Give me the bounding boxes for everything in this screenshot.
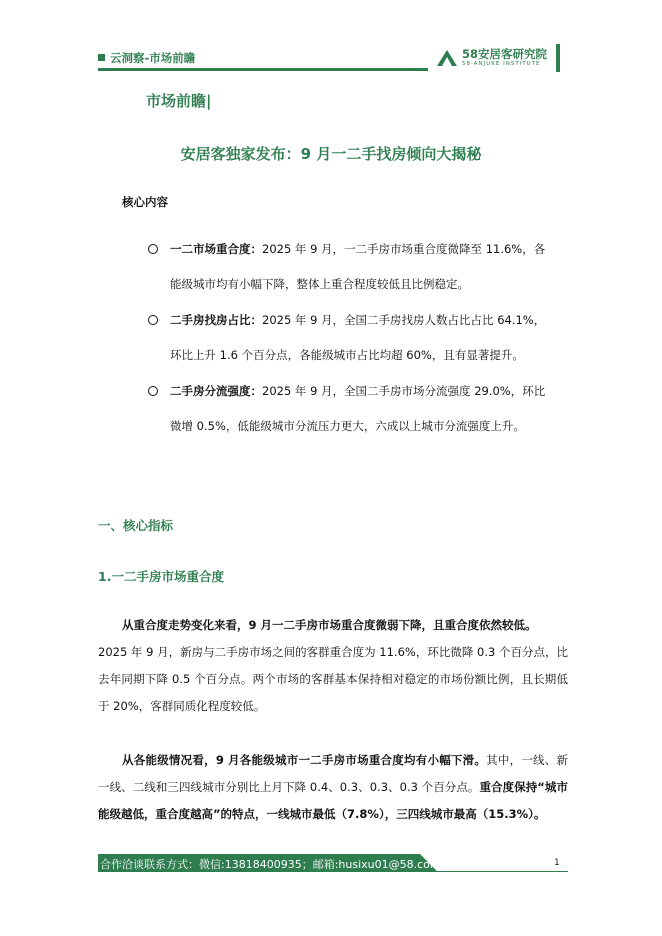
logo-subtext: 58·ANJUKE INSTITUTE	[462, 61, 541, 67]
bullet-text: 2025 年 9 月，一二手房市场重合度微降至 11.6%，各	[262, 242, 546, 256]
paragraph-2	[98, 747, 568, 828]
circle-bullet-icon	[148, 315, 158, 325]
bullet-text-cont: 环比上升 1.6 个百分点，各能级城市占比均超 60%，且有显著提升。	[170, 348, 524, 362]
header-label-text: 云洞察-市场前瞻	[110, 51, 196, 65]
bullet-text-cont: 微增 0.5%，低能级城市分流压力更大，六成以上城市分流强度上升。	[170, 419, 525, 433]
header-label	[98, 50, 195, 66]
circle-bullet-icon	[148, 386, 158, 396]
bullet-label: 二手房分流强度：	[170, 384, 262, 398]
paragraph-2-body: 其中，一线、新一线、二线和三四线城市分别比上月下降 0.4、0.3、0.3、0.3 个百分点。	[98, 753, 569, 794]
header-rule	[98, 68, 428, 71]
logo-text: 58安居客研究院	[462, 46, 548, 61]
bullet-label: 二手房找房占比：	[170, 313, 262, 327]
paragraph-1-lead: 从重合度走势变化来看，9 月一二手房市场重合度微弱下降，且重合度依然较低。	[122, 618, 537, 632]
section-heading-2: 1.一二手房市场重合度	[98, 569, 224, 584]
list-item	[148, 232, 578, 302]
square-icon	[98, 54, 105, 61]
page-number: 1	[554, 858, 560, 868]
list-item	[148, 303, 578, 373]
bullet-text: 2025 年 9 月，全国二手房找房人数占比占比 64.1%，	[262, 313, 546, 327]
core-heading: 核心内容	[122, 195, 168, 209]
brand-logo	[436, 46, 547, 70]
header-vertical-bar	[556, 44, 560, 72]
circle-bullet-icon	[148, 244, 158, 254]
section-title: 市场前瞻|	[146, 92, 212, 110]
paragraph-2-lead: 从各能级情况看，9 月各能级城市一二手房市场重合度均有小幅下滑。	[122, 753, 487, 767]
paragraph-2-conclusion: 重合度保持“城市能级越低，重合度越高”的特点，一线城市最低（7.8%），三四线城市最高（15.3%）。	[98, 780, 568, 821]
bullet-text-cont: 能级城市均有小幅下降，整体上重合程度较低且比例稳定。	[170, 277, 469, 291]
bullet-label: 一二市场重合度：	[170, 242, 262, 256]
bullet-text: 2025 年 9 月，全国二手房市场分流强度 29.0%，环比	[262, 384, 546, 398]
paragraph-1-body: 2025 年 9 月，新房与二手房市场之间的客群重合度为 11.6%，环比微降 0.3 个百分点，比去年同期下降 0.5 个百分点。两个市场的客群基本保持相对稳定的市场份额比例，且长期低于 20%，客群同质化程度较低。	[98, 645, 568, 713]
page-title: 安居客独家发布：9 月一二手找房倾向大揭秘	[180, 145, 482, 163]
list-item	[148, 374, 578, 444]
house-logo-icon	[436, 49, 458, 67]
footer-contact: 合作洽谈联系方式：微信:13818400935；邮箱:husixu01@58.com；	[100, 858, 452, 871]
paragraph-1	[98, 612, 568, 720]
section-heading-1: 一、核心指标	[98, 518, 174, 533]
